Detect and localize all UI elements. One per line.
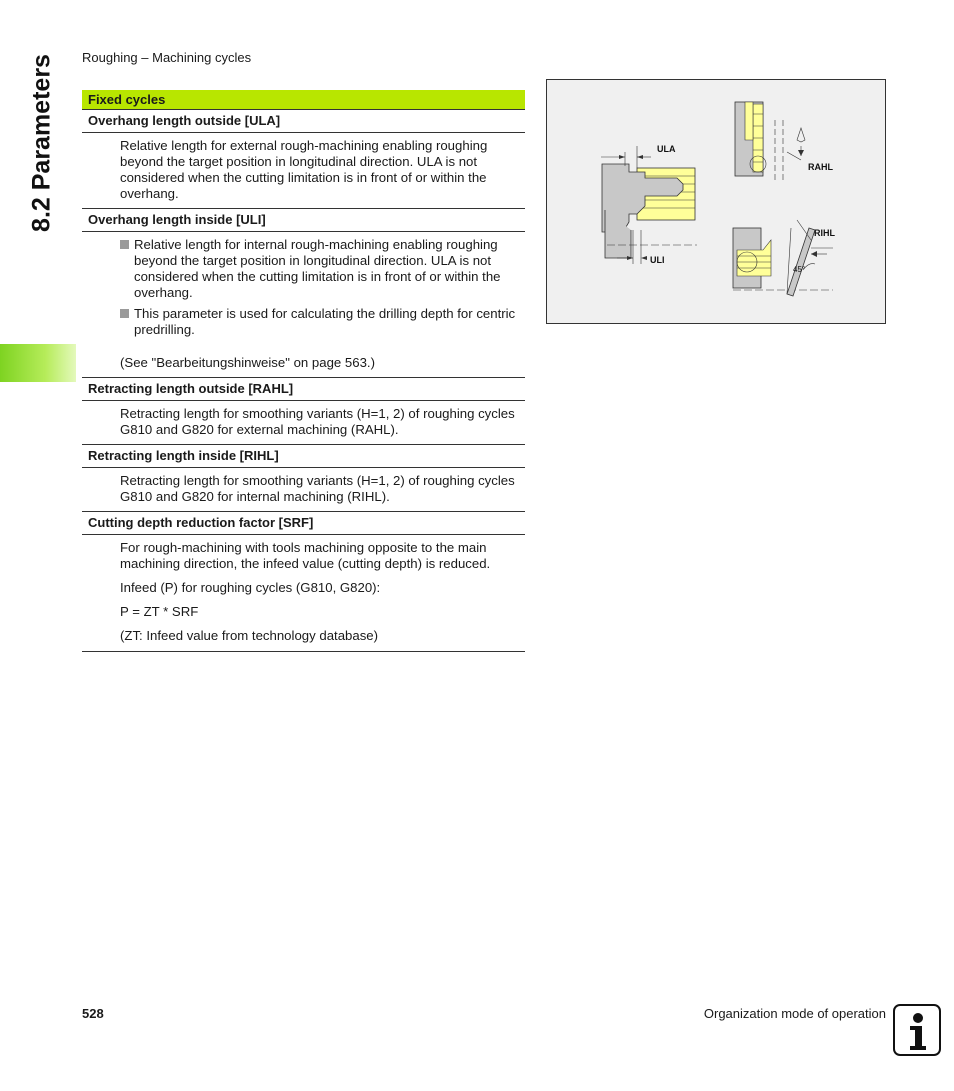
param-title-uli: Overhang length inside [ULI]	[82, 209, 525, 232]
list-item	[120, 306, 525, 338]
chapter-side-title-text: 8.2 Parameters	[27, 54, 56, 232]
running-header: Roughing – Machining cycles	[82, 50, 252, 65]
param-note-srf: (ZT: Infeed value from technology database)	[120, 628, 379, 643]
param-formula-srf: P = ZT * SRF	[120, 604, 199, 619]
rihl-diagram	[733, 220, 835, 296]
param-text-ula: Relative length for external rough-machining enabling roughing beyond the target position in longitudinal direction. ULA is not considered when the cutting limitation is in front of or within the overhang.	[120, 138, 488, 201]
footer-chapter: Organization mode of operation	[703, 1006, 886, 1021]
param-title-rihl: Retracting length inside [RIHL]	[82, 445, 525, 468]
chapter-thumb-tab	[0, 344, 76, 382]
parameter-illustration	[546, 79, 886, 324]
bullet-square-icon	[120, 309, 129, 318]
param-text-rihl: Retracting length for smoothing variants (H=1, 2) of roughing cycles G810 and G820 for internal machining (RIHL).	[120, 473, 515, 504]
param-title-ula: Overhang length outside [ULA]	[82, 110, 525, 133]
param-body-srf	[82, 535, 525, 652]
uli-label: ULI	[650, 255, 665, 265]
chapter-side-title	[28, 48, 56, 238]
section-header: Fixed cycles	[82, 90, 525, 110]
param-body-uli	[82, 232, 525, 378]
param-body-ula	[82, 133, 525, 209]
param-title-srf: Cutting depth reduction factor [SRF]	[82, 512, 525, 535]
ula-label: ULA	[657, 144, 676, 154]
info-icon[interactable]	[893, 1004, 941, 1056]
page-number: 528	[82, 1006, 104, 1021]
param-text-srf: For rough-machining with tools machining opposite to the main machining direction, the infeed value (cutting depth) is reduced.	[120, 540, 491, 571]
param-body-rahl	[82, 401, 525, 445]
list-item	[120, 237, 525, 301]
rihl-label: RIHL	[814, 228, 835, 238]
param-title-rahl: Retracting length outside [RAHL]	[82, 378, 525, 401]
param-body-rihl	[82, 468, 525, 512]
overhang-diagram	[601, 144, 697, 265]
bullet-text: This parameter is used for calculating the drilling depth for centric predrilling.	[134, 306, 516, 337]
rahl-label: RAHL	[808, 162, 833, 172]
param-text-rahl: Retracting length for smoothing variants (H=1, 2) of roughing cycles G810 and G820 for external machining (RAHL).	[120, 406, 515, 437]
parameter-table	[82, 90, 525, 652]
illustration-drawing	[547, 80, 885, 323]
bullet-square-icon	[120, 240, 129, 249]
bullet-text: Relative length for internal rough-machining enabling roughing beyond the target position in longitudinal direction. ULA is not considered when the cutting limitation is in front of or within the overhang.	[134, 237, 501, 300]
rahl-diagram	[735, 102, 833, 180]
param-text-srf-infeed: Infeed (P) for roughing cycles (G810, G820):	[120, 580, 381, 595]
angle-label: 45°	[793, 265, 806, 274]
cross-reference-link[interactable]: (See "Bearbeitungshinweise" on page 563.)	[120, 355, 375, 370]
